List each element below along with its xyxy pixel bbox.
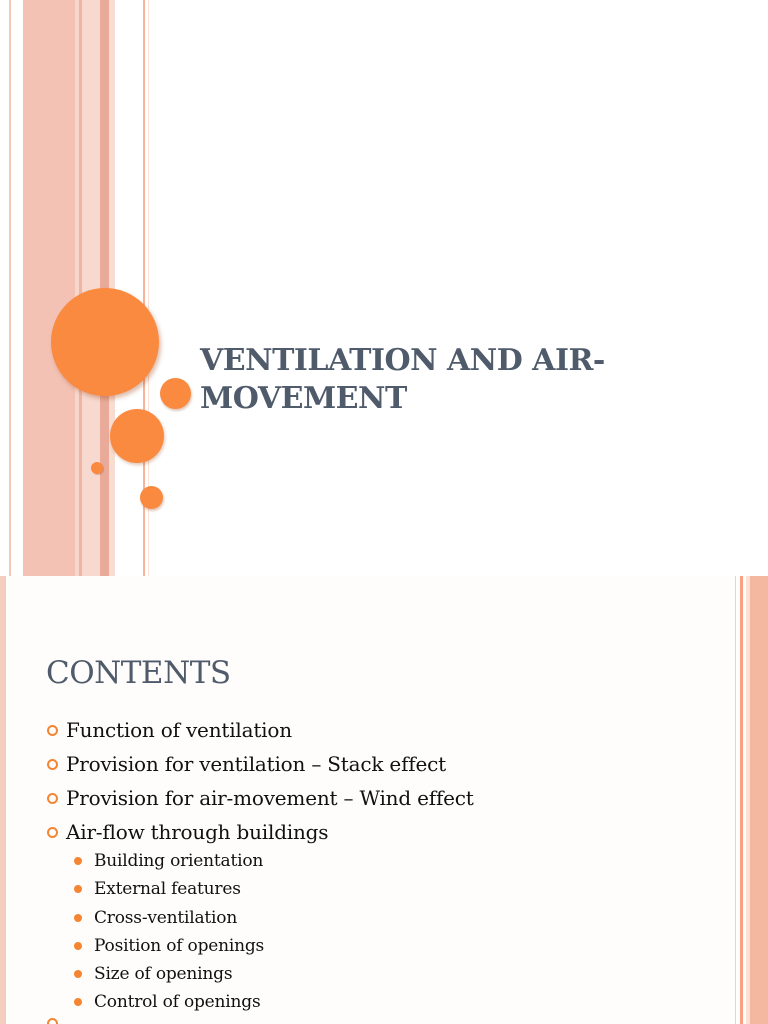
sublist-item (74, 847, 714, 875)
dot-bullet-icon (74, 885, 82, 893)
sublist-item (74, 904, 714, 932)
dot-bullet-icon (74, 998, 82, 1006)
sublist-item (74, 932, 714, 960)
ring-bullet-icon (47, 827, 58, 838)
decor-stripe (11, 0, 23, 576)
decor-circle-large (51, 288, 159, 396)
sublist-item-text: Building orientation (94, 851, 264, 871)
decor-stripe (23, 0, 75, 576)
dot-bullet-icon (74, 857, 82, 865)
sublist-item-text: Size of openings (94, 964, 233, 985)
decor-stripe (0, 0, 9, 576)
ring-bullet-icon (47, 793, 58, 804)
list-item (46, 781, 726, 815)
ring-bullet-icon (47, 725, 58, 736)
contents-slide (0, 576, 768, 1024)
list-item (46, 815, 726, 849)
list-item-text: Function of ventilation (66, 718, 292, 742)
decor-stripe (735, 576, 736, 1024)
list-item-text: Provision for air-movement – Wind effect (66, 786, 474, 810)
decor-stripe (750, 576, 768, 1024)
contents-heading: CONTENTS (46, 655, 231, 691)
decor-circle-medium (110, 409, 164, 463)
sublist-item (74, 960, 714, 988)
ring-bullet-icon (47, 1018, 58, 1024)
contents-sublist (74, 847, 714, 1017)
ring-bullet-icon (47, 759, 58, 770)
decor-stripe (740, 576, 743, 1024)
sublist-item-text: Cross-ventilation (94, 907, 238, 928)
slide-title-line2: MOVEMENT (200, 381, 407, 416)
sublist-item (74, 988, 714, 1016)
list-item (46, 713, 726, 747)
list-item (46, 747, 726, 781)
decor-circle-small (160, 378, 191, 409)
dot-bullet-icon (74, 942, 82, 950)
slide-title-line1: VENTILATION AND AIR- (200, 343, 605, 378)
list-item-text: Air-flow through buildings (66, 820, 329, 844)
slide-title (200, 342, 740, 418)
decor-circle-small (140, 486, 163, 509)
sublist-item (74, 875, 714, 903)
decor-circle-tiny (91, 462, 103, 474)
sublist-item-text: Control of openings (94, 992, 261, 1013)
dot-bullet-icon (74, 914, 82, 922)
sublist-item-text: External features (94, 879, 241, 900)
contents-list (46, 713, 726, 849)
dot-bullet-icon (74, 970, 82, 978)
sublist-item-text: Position of openings (94, 935, 265, 956)
cut-off-list-item (46, 1015, 246, 1024)
decor-stripe (0, 576, 6, 1024)
list-item-text: Provision for ventilation – Stack effect (66, 752, 446, 776)
